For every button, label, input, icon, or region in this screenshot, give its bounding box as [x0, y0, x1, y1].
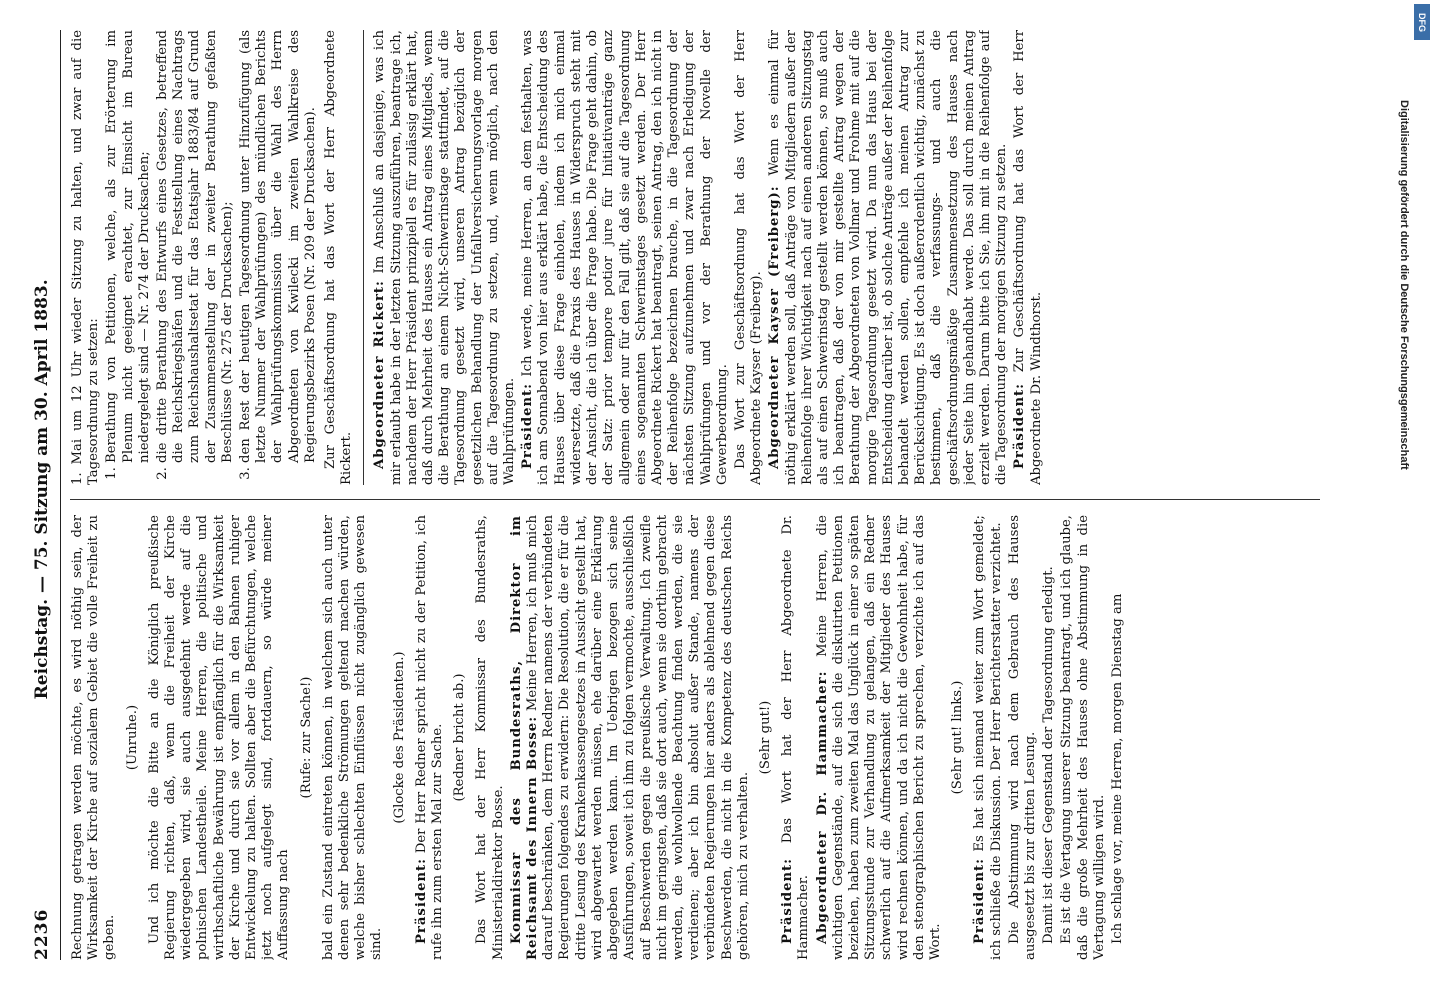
speech-text: Zur Geschäftsordnung hat das Wort der Herr Abgeordnete Rickert. — [323, 30, 355, 485]
speech-paragraph — [509, 515, 752, 960]
left-column — [70, 515, 1330, 960]
page-number: 2236 — [32, 908, 52, 960]
digitization-credit: Digitalisierung gefördert durch die Deutsche Forschungsgemeinschaft — [1398, 100, 1410, 470]
page-title: Reichstag. — 75. Sitzung am 30. April 1883. — [32, 279, 52, 700]
stage-direction: (Redner bricht ab.) — [452, 673, 468, 802]
speech-text: Es hat sich niemand weiter zum Wort gemeldet; ich schließe die Diskussion. Der Herr Berichterstatter verzichtet. — [972, 515, 1004, 960]
text-paragraph: Rechnung getragen werden möchte, es wird nöthig sein, der Wirksamkeit der Kirche auf sozialem Gebiet die volle Freiheit zu geben. — [70, 515, 118, 960]
speech-text: Meine Herren, ich muß mich darauf beschränken, dem Herrn Redner namens der verbündeten Regierungen folgendes zu erwidern: Die Resolution, die er für die dritte Lesung des Krankenkassengesetzes in Aussicht gestellt hat, wird abgewartet werden müssen, ehe darüber eine Erklärung abgegeben werden kann. Im Uebrigen bezogen sich seine Ausführungen, soweit ich ihm zu folgen vermochte, ausschließlich auf Beschwerden gegen die preußische Verwaltung. Ich zweifle nicht im geringsten, daß sie dort auch, wenn sie dorthin gebracht werden, die wohlwollende Beachtung finden werden, die sie verdienen; aber ich bin absolut außer Stande, namens der verbündeten Regierungen hier anders als ablehnend gegen diese Beschwerden, die nicht in die Kompetenz des deutschen Reichs gehören, mich zu verhalten. — [525, 515, 751, 960]
speaker-name: Präsident: — [972, 857, 988, 944]
text-paragraph: Die Abstimmung wird nach dem Gebrauch des Hauses ausgesetzt bis zur dritten Lesung. — [1006, 515, 1038, 960]
speaker-name: Abgeordneter Dr. Hammacher: — [814, 670, 830, 944]
speech-paragraph — [767, 30, 1010, 485]
text-paragraph: Es ist die Vertagung unserer Sitzung beantragt, und ich glaube, daß die große Mehrheit des Hauses ohne Abstimmung in die Vertagung willigen wird. — [1059, 515, 1107, 960]
agenda-item: 3. den Rest der heutigen Tagesordnung unter Hinzufügung (als letzte Nummer der Wahlprüfungen) des mündlichen Berichts der Wahlprüfungskommission über die Wahl des Herrn Abgeordneten von Kwilecki im zweiten Wahlkreise des Regierungsbezirks Posen (Nr. 209 der Drucksachen). — [238, 30, 319, 463]
speaker-name: Präsident: — [520, 382, 536, 469]
stage-direction: (Sehr gut! links.) — [950, 680, 966, 795]
speech-text: Meine Herren, die wichtigen Gegenstände, auf die sich die diskutirten Petitionen beziehen, haben zum zweiten Mal das Unglück in einer so späten Sitzungsstunde zur Verhandlung zu gelangen, daß ein Redner schwerlich auf die Aufmerksamkeit der Mitglieder des Hauses wird rechnen können, und da ich nicht die Gewohnheit habe, für den stenographischen Bericht zu sprechen, verzichte ich auf das Wort. — [814, 515, 943, 960]
speech-text: Der Herr Redner spricht nicht zu der Petition, ich rufe ihn zum ersten Mal zur Sache. — [413, 515, 446, 960]
stage-direction: (Unruhe.) — [124, 704, 140, 771]
speaker-name: Präsident: — [780, 857, 796, 944]
speech-text: Im Anschluß an dasjenige, was ich mir erlaubt habe in der letzten Sitzung auszuführen, beantrage ich, nachdem der Herr Präsident prinzipiell es für zulässig erklärt hat, daß durch Mehrheit des Hauses ein Antrag eines Mitglieds, wenn die Berathung an einem Nicht-Schwerinstage stattfindet, auf die Tagesordnung gesetzt wird, unseren Antrag bezüglich der gesetzlichen Behandlung der Unfallversicherungsvorlage morgen auf die Tagesordnung zu setzen, und, wenn möglich, nach den Wahlprüfungen. — [372, 30, 518, 485]
speech-paragraph — [815, 515, 945, 960]
text-paragraph: Und ich möchte die Bitte an die Königlich preußische Regierung richten, daß, wenn die Freiheit der Kirche wiedergegeben wird, sie auch ausgedehnt werde auf die polnischen Landestheile. Meine Herren, die politische und wirthschaftliche Bewährung ist empfänglich für die Wirksamkeit der Kirche und durch sie vor allem in den Bahnen ruhiger Entwickelung zu halten. Sollten aber die Befürchtungen, welche jetzt noch aufgelegt sind, fortdauern, so würde meiner Auffassung nach — [146, 515, 292, 960]
text-paragraph: Ich schlage vor, meine Herren, morgen Dienstag am — [1109, 593, 1125, 944]
speech-paragraph — [1012, 30, 1044, 485]
agenda-item: 2. die dritte Berathung des Entwurfs eines Gesetzes, betreffend die Reichskriegshäfen und die Feststellung eines Nachtrags zum Reichshaushaltsetat für das Etatsjahr 1883/84 auf Grund der Zusammenstellung der in zweiter Berathung gefaßten Beschlüsse (Nr. 275 der Drucksachen); — [155, 30, 236, 463]
text-paragraph: bald ein Zustand eintreten können, in welchem sich auch unter denen sehr bedenkliche Strömungen geltend machen würden, welche bisher schlechten Einflüssen nicht zugänglich gewesen sind. — [320, 515, 385, 960]
section-rule — [363, 30, 364, 485]
speech-paragraph — [780, 515, 812, 960]
dfg-logo: DFG — [1414, 4, 1430, 40]
text-paragraph: Damit ist dieser Gegenstand der Tagesordnung erledigt. — [1041, 566, 1057, 944]
agenda-item: 1. Berathung von Petitionen, welche, als zur Erörterung im Plenum nicht geeignet erachtet, zur Einsicht im Bureau niedergelegt sind — Nr. 274 der Drucksachen; — [104, 30, 153, 463]
speech-paragraph — [520, 30, 731, 485]
speech-paragraph — [414, 515, 446, 960]
speech-text: Das Wort hat der Herr Abgeordnete Dr. Hammacher. — [780, 515, 812, 960]
agenda-list — [104, 30, 319, 485]
speech-paragraph — [323, 30, 355, 485]
page-header — [24, 30, 61, 960]
speaker-name: Präsident: — [1012, 382, 1028, 469]
speech-paragraph — [372, 30, 518, 485]
text-paragraph: 1. Mai um 12 Uhr wieder Sitzung zu halten, und zwar auf die Tagesordnung zu setzen: — [70, 30, 102, 485]
speech-text: Ich werde, meine Herren, an dem festhalten, was ich am Sonnabend von hier aus erklärt habe, die Entscheidung des Hauses über diese Frage einholen, indem ich mich einmal widersetzte, daß die Praxis des Hauses in Widerspruch steht mit der Ansicht, die ich über die Frage habe. Die Frage geht dahin, ob der Satz: prior tempore potior jure für Initiativanträge ganz allgemein oder nur für den Fall gilt, daß sie auf die Tagesordnung eines sogenannten Schwerinstages gesetzt werden. Der Herr Abgeordnete Rickert hat beantragt, seinen Antrag, den ich nicht in der Reihenfolge bezeichnen brauche, in die Tagesordnung der nächsten Sitzung aufzunehmen und zwar nach Erledigung der Wahlprüfungen und vor der Berathung der Novelle der Gewerbeordnung. — [520, 30, 730, 485]
right-column — [70, 30, 1330, 485]
text-paragraph: Das Wort zur Geschäftsordnung hat das Wort der Herr Abgeordnete Kayser (Freiberg). — [732, 30, 765, 485]
speech-text: Wenn es einmal für nöthig erklärt werden soll, daß Anträge von Mitgliedern außer der Reihenfolge ihrer Wichtigkeit nach auf einen anderen Sitzungstag als auf einen Schwerinstag gestellt werden können, so muß auch ich beantragen, daß der von mir gestellte Antrag wegen der Berathung der Abgeordneten von Vollmar und Frohme mit auf die morgige Tagesordnung gesetzt wird. Da nun das Haus bei der Entscheidung darüber ist, ob solche Anträge außer der Reihenfolge behandelt werden sollen, empfehle ich meinen Antrag zur Berücksichtigung. Es ist doch außerordentlich wichtig, zunächst zu bestimmen, daß die verfassungs- und auch die geschäftsordnungsmäßige Zusammensetzung des Hauses nach jeder Seite hin gehandhabt werde. Das soll durch meinen Antrag erzielt werden. Darum bitte ich Sie, ihn mit in die Reihenfolge auf die Tagesordnung der morgigen Sitzung zu setzen. — [767, 30, 1010, 485]
speaker-name: Abgeordneter Kayser (Freiberg): — [767, 185, 783, 469]
stage-direction: (Sehr gut!) — [757, 700, 773, 775]
stage-direction: (Glocke des Präsidenten.) — [391, 651, 407, 824]
text-paragraph: Das Wort hat der Herr Kommissar des Bundesraths, Ministerialdirektor Bosse. — [474, 515, 506, 960]
column-divider — [70, 499, 1320, 500]
stage-direction: (Rufe: zur Sache!) — [298, 676, 314, 799]
speaker-name: Abgeordneter Rickert: — [372, 280, 388, 469]
speech-paragraph — [972, 515, 1004, 960]
speech-text: Zur Geschäftsordnung hat das Wort der Herr Abgeordnete Dr. Windthorst. — [1012, 30, 1044, 485]
speaker-name: Kommissar des Bundesraths, Direktor im Reichsamt des Innern Bosse: — [508, 515, 541, 960]
speaker-name: Präsident: — [413, 857, 429, 944]
